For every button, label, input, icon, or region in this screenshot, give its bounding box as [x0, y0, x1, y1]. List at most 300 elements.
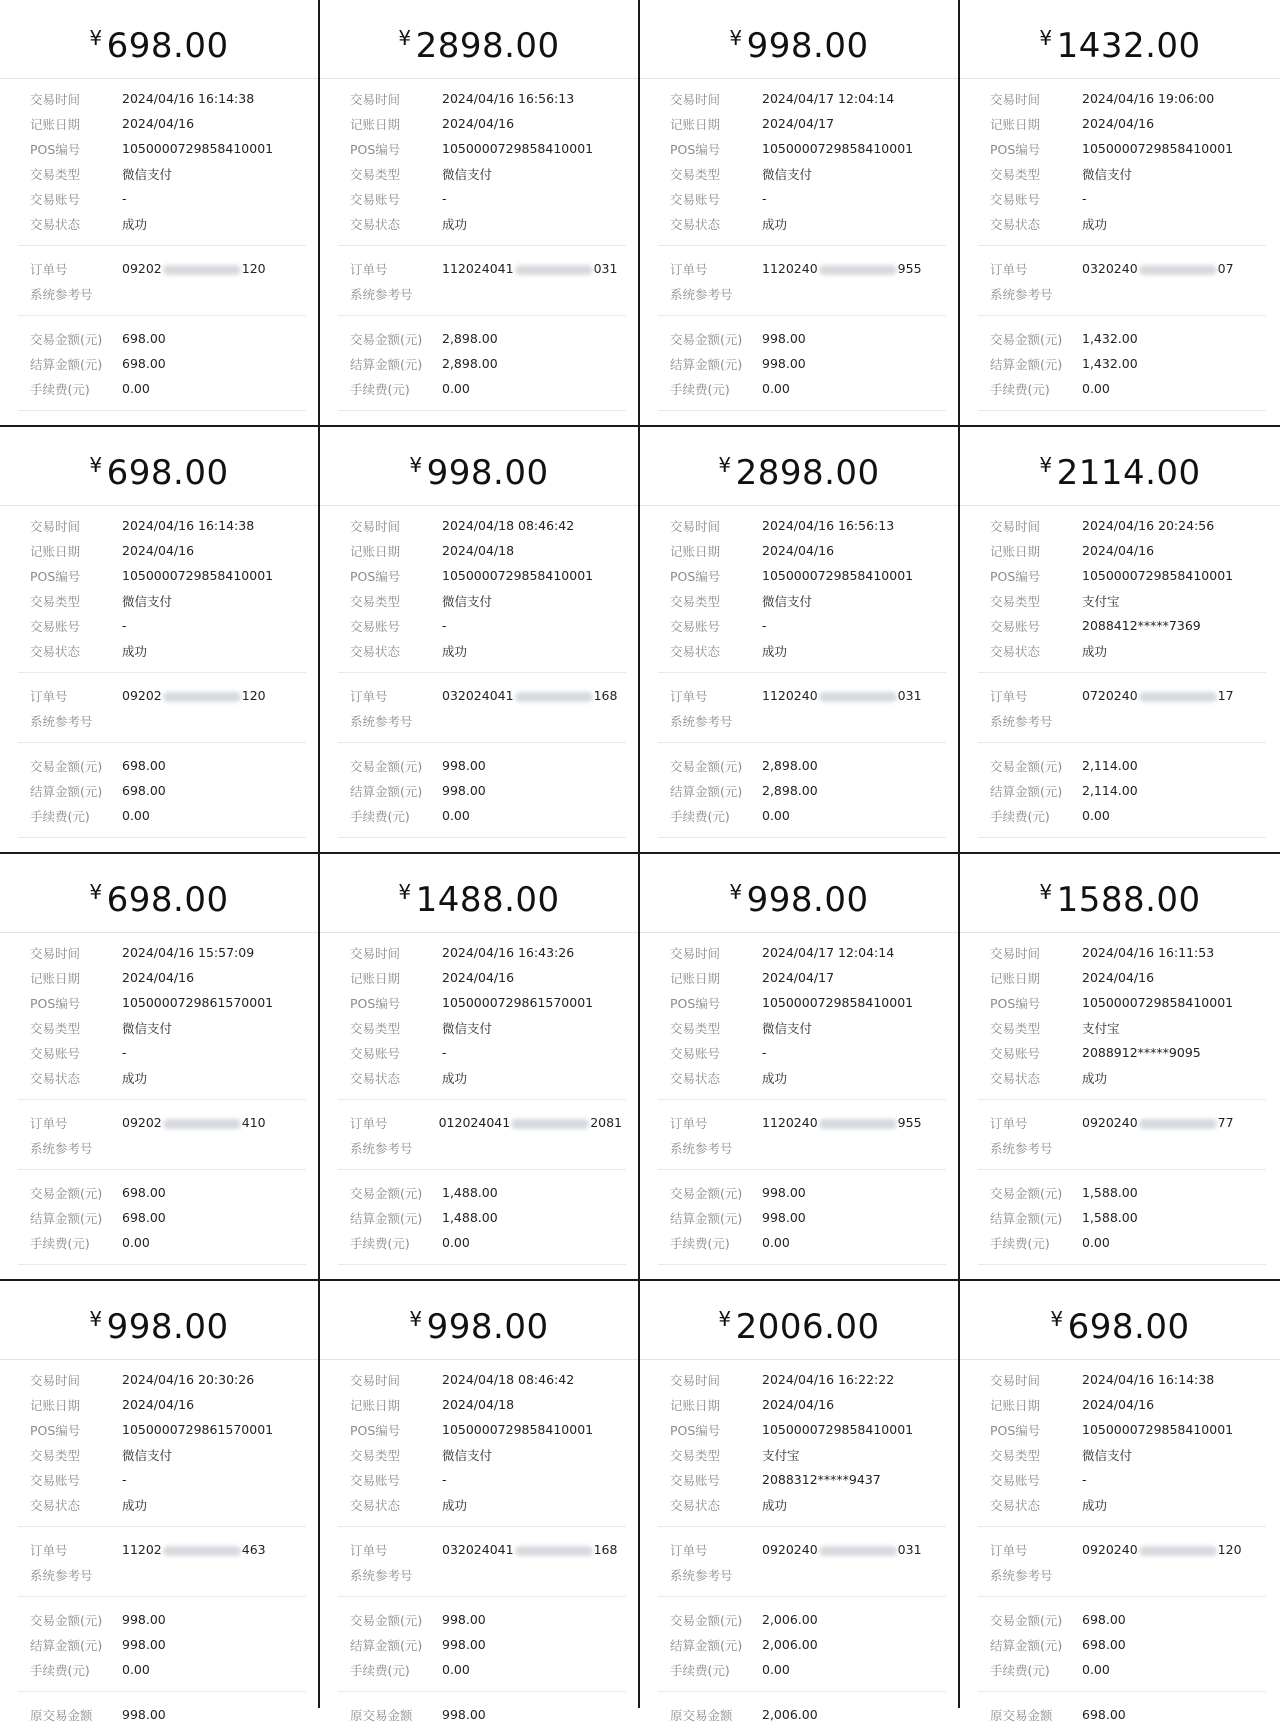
- value-account: -: [122, 618, 127, 633]
- value-status: 成功: [762, 216, 788, 232]
- label-fee: 手续费(元): [30, 1235, 90, 1251]
- value-type: 微信支付: [122, 1020, 173, 1036]
- header-divider: [320, 932, 638, 933]
- label-ref: 系统参考号: [30, 286, 93, 302]
- header-divider: [640, 78, 958, 79]
- row-order: [30, 1110, 302, 1135]
- row-ref: [30, 1562, 302, 1587]
- row-time: [990, 86, 1264, 111]
- value-order: [122, 1542, 266, 1557]
- label-book-date: 记账日期: [350, 116, 401, 132]
- label-fee: 手续费(元): [990, 1662, 1050, 1678]
- row-type: [670, 588, 942, 613]
- row-order: [990, 683, 1264, 708]
- receipt-card-1: [0, 0, 320, 427]
- label-status: 交易状态: [30, 643, 81, 659]
- label-ref: 系统参考号: [30, 1567, 93, 1583]
- section-divider: [978, 1587, 1266, 1597]
- value-type: 微信支付: [762, 593, 813, 609]
- value-account: -: [442, 191, 447, 206]
- row-account: [30, 1467, 302, 1492]
- row-book-date: [990, 111, 1264, 136]
- value-book-date: 2024/04/17: [762, 116, 835, 131]
- value-fee: 0.00: [442, 1662, 470, 1677]
- row-book-date: [30, 1392, 302, 1417]
- receipt-card-11: [640, 854, 960, 1281]
- row-account: [990, 613, 1264, 638]
- redacted-blur: [819, 265, 897, 275]
- order-suffix: 031: [897, 688, 922, 703]
- label-status: 交易状态: [670, 1497, 721, 1513]
- label-ref: 系统参考号: [990, 1140, 1053, 1156]
- label-amount: 交易金额(元): [990, 1612, 1063, 1628]
- amount-value: 698.00: [106, 880, 229, 920]
- row-amount: [30, 1607, 302, 1632]
- row-status: [670, 1065, 942, 1090]
- value-fee: 0.00: [1082, 808, 1110, 823]
- label-status: 交易状态: [350, 1070, 401, 1086]
- header-divider: [640, 932, 958, 933]
- row-ref: [990, 1562, 1264, 1587]
- label-account: 交易账号: [990, 1472, 1041, 1488]
- row-type: [670, 161, 942, 186]
- row-status: [30, 211, 302, 236]
- row-settle: [350, 1205, 622, 1230]
- amount-value: 2006.00: [735, 1307, 880, 1347]
- amount-value: 998.00: [106, 1307, 229, 1347]
- label-type: 交易类型: [350, 1447, 401, 1463]
- row-time: [350, 1367, 622, 1392]
- label-status: 交易状态: [350, 643, 401, 659]
- order-suffix: 17: [1217, 688, 1234, 703]
- label-fee: 手续费(元): [30, 808, 90, 824]
- label-type: 交易类型: [350, 593, 401, 609]
- row-settle: [670, 778, 942, 803]
- label-fee: 手续费(元): [30, 381, 90, 397]
- section-divider: [658, 306, 946, 316]
- label-time: 交易时间: [670, 91, 721, 107]
- row-ref: [990, 708, 1264, 733]
- row-account: [30, 186, 302, 211]
- row-pos: [670, 136, 942, 161]
- value-book-date: 2024/04/16: [762, 1397, 835, 1412]
- label-type: 交易类型: [670, 593, 721, 609]
- row-status: [30, 1065, 302, 1090]
- value-account: 2088312*****9437: [762, 1472, 881, 1487]
- value-orig: 698.00: [1082, 1707, 1126, 1722]
- redacted-blur: [1139, 1119, 1217, 1129]
- label-order: 订单号: [350, 688, 388, 704]
- row-pos: [670, 563, 942, 588]
- row-pos: [670, 1417, 942, 1442]
- value-book-date: 2024/04/16: [122, 1397, 195, 1412]
- value-fee: 0.00: [122, 808, 150, 823]
- row-type: [990, 1442, 1264, 1467]
- redacted-blur: [515, 1546, 593, 1556]
- label-book-date: 记账日期: [670, 970, 721, 986]
- row-amount: [990, 326, 1264, 351]
- label-orig: 原交易金额: [990, 1707, 1053, 1723]
- row-order: [990, 1110, 1264, 1135]
- label-amount: 交易金额(元): [350, 1185, 423, 1201]
- row-time: [670, 940, 942, 965]
- label-account: 交易账号: [670, 1045, 721, 1061]
- detail-rows: [30, 1367, 302, 1727]
- yen-symbol: ¥: [1039, 880, 1053, 904]
- label-amount: 交易金额(元): [30, 1612, 103, 1628]
- row-order: [350, 683, 622, 708]
- value-settle: 2,114.00: [1082, 783, 1138, 798]
- section-divider: [18, 828, 306, 838]
- value-type: 微信支付: [762, 166, 813, 182]
- row-ref: [350, 281, 622, 306]
- value-fee: 0.00: [762, 1662, 790, 1677]
- label-book-date: 记账日期: [990, 970, 1041, 986]
- label-order: 订单号: [990, 1115, 1028, 1131]
- row-settle: [670, 1205, 942, 1230]
- value-status: 成功: [122, 216, 148, 232]
- label-time: 交易时间: [990, 1372, 1041, 1388]
- row-order: [990, 256, 1264, 281]
- detail-rows: [30, 86, 302, 446]
- label-settle: 结算金额(元): [350, 1637, 423, 1653]
- label-amount: 交易金额(元): [30, 1185, 103, 1201]
- row-account: [350, 613, 622, 638]
- value-time: 2024/04/16 15:57:09: [122, 945, 255, 960]
- label-order: 订单号: [350, 1115, 388, 1131]
- label-order: 订单号: [350, 1542, 388, 1558]
- label-status: 交易状态: [350, 1497, 401, 1513]
- receipt-amount: [960, 22, 1280, 70]
- label-pos: POS编号: [30, 1422, 81, 1438]
- label-settle: 结算金额(元): [990, 1210, 1063, 1226]
- value-amount: 2,898.00: [442, 331, 498, 346]
- receipt-card-14: [320, 1281, 640, 1723]
- label-fee: 手续费(元): [350, 381, 410, 397]
- detail-rows: [670, 513, 942, 873]
- value-amount: 998.00: [762, 1185, 806, 1200]
- amount-value: 1488.00: [415, 880, 560, 920]
- section-divider: [18, 733, 306, 743]
- value-time: 2024/04/17 12:04:14: [762, 945, 895, 960]
- redacted-blur: [819, 1119, 897, 1129]
- section-divider: [338, 663, 626, 673]
- row-type: [350, 588, 622, 613]
- value-time: 2024/04/16 16:22:22: [762, 1372, 895, 1387]
- header-divider: [320, 78, 638, 79]
- section-divider: [18, 236, 306, 246]
- receipt-amount: [0, 1303, 318, 1351]
- row-ref: [670, 708, 942, 733]
- label-ref: 系统参考号: [670, 713, 733, 729]
- label-type: 交易类型: [350, 166, 401, 182]
- label-account: 交易账号: [30, 618, 81, 634]
- value-order: [762, 1542, 922, 1557]
- row-fee: [30, 1230, 302, 1255]
- value-orig: 998.00: [122, 1707, 166, 1722]
- section-divider: [658, 1682, 946, 1692]
- amount-value: 2898.00: [735, 453, 880, 493]
- row-type: [990, 161, 1264, 186]
- value-account: -: [122, 1472, 127, 1487]
- row-account: [670, 1040, 942, 1065]
- section-divider: [978, 733, 1266, 743]
- label-pos: POS编号: [670, 995, 721, 1011]
- row-order: [670, 683, 942, 708]
- row-ref: [670, 1562, 942, 1587]
- amount-value: 1588.00: [1056, 880, 1201, 920]
- label-fee: 手续费(元): [670, 1235, 730, 1251]
- row-status: [30, 1492, 302, 1517]
- label-status: 交易状态: [670, 643, 721, 659]
- label-ref: 系统参考号: [350, 1140, 413, 1156]
- row-time: [350, 940, 622, 965]
- row-status: [30, 638, 302, 663]
- detail-rows: [350, 940, 622, 1300]
- row-book-date: [990, 965, 1264, 990]
- value-book-date: 2024/04/16: [442, 970, 515, 985]
- row-account: [350, 1467, 622, 1492]
- row-fee: [670, 1230, 942, 1255]
- label-order: 订单号: [30, 1542, 68, 1558]
- order-suffix: 168: [593, 1542, 618, 1557]
- detail-rows: [350, 86, 622, 446]
- order-prefix: 1120240: [762, 688, 818, 703]
- row-fee: [350, 1657, 622, 1682]
- row-time: [670, 86, 942, 111]
- order-suffix: 07: [1217, 261, 1234, 276]
- section-divider: [658, 1587, 946, 1597]
- label-pos: POS编号: [670, 1422, 721, 1438]
- section-divider: [978, 1160, 1266, 1170]
- order-suffix: 2081: [590, 1115, 622, 1130]
- row-orig: [990, 1702, 1264, 1727]
- label-type: 交易类型: [990, 1020, 1041, 1036]
- value-time: 2024/04/16 19:06:00: [1082, 91, 1215, 106]
- row-status: [990, 211, 1264, 236]
- value-status: 成功: [1082, 216, 1108, 232]
- receipt-card-9: [0, 854, 320, 1281]
- row-time: [670, 1367, 942, 1392]
- yen-symbol: ¥: [89, 880, 103, 904]
- row-amount: [30, 753, 302, 778]
- value-amount: 1,588.00: [1082, 1185, 1138, 1200]
- label-time: 交易时间: [350, 91, 401, 107]
- row-settle: [990, 778, 1264, 803]
- header-divider: [640, 505, 958, 506]
- row-settle: [350, 1632, 622, 1657]
- value-type: 支付宝: [762, 1447, 800, 1463]
- label-pos: POS编号: [990, 141, 1041, 157]
- row-fee: [30, 1657, 302, 1682]
- row-account: [350, 186, 622, 211]
- section-divider: [658, 1255, 946, 1265]
- row-order: [670, 256, 942, 281]
- value-account: -: [762, 1045, 767, 1060]
- value-fee: 0.00: [442, 381, 470, 396]
- detail-rows: [670, 86, 942, 446]
- label-order: 订单号: [30, 1115, 68, 1131]
- receipt-amount: [640, 22, 958, 70]
- value-settle: 998.00: [762, 356, 806, 371]
- label-order: 订单号: [350, 261, 388, 277]
- label-pos: POS编号: [350, 141, 401, 157]
- row-order: [670, 1110, 942, 1135]
- row-book-date: [670, 111, 942, 136]
- section-divider: [338, 401, 626, 411]
- row-fee: [350, 803, 622, 828]
- label-pos: POS编号: [990, 1422, 1041, 1438]
- label-settle: 结算金额(元): [990, 783, 1063, 799]
- yen-symbol: ¥: [729, 26, 743, 50]
- row-orig: [350, 1702, 622, 1727]
- yen-symbol: ¥: [1039, 453, 1053, 477]
- label-status: 交易状态: [670, 216, 721, 232]
- yen-symbol: ¥: [1039, 26, 1053, 50]
- value-status: 成功: [122, 643, 148, 659]
- value-fee: 0.00: [442, 808, 470, 823]
- row-account: [670, 613, 942, 638]
- label-time: 交易时间: [30, 1372, 81, 1388]
- value-book-date: 2024/04/18: [442, 1397, 515, 1412]
- row-pos: [990, 136, 1264, 161]
- label-pos: POS编号: [350, 995, 401, 1011]
- value-book-date: 2024/04/16: [122, 116, 195, 131]
- value-time: 2024/04/18 08:46:42: [442, 518, 575, 533]
- receipt-amount: [640, 876, 958, 924]
- amount-value: 998.00: [746, 880, 869, 920]
- row-settle: [670, 1632, 942, 1657]
- section-divider: [338, 306, 626, 316]
- label-book-date: 记账日期: [30, 116, 81, 132]
- label-orig: 原交易金额: [30, 1707, 93, 1723]
- row-book-date: [350, 538, 622, 563]
- redacted-blur: [515, 265, 593, 275]
- label-amount: 交易金额(元): [990, 1185, 1063, 1201]
- section-divider: [338, 1255, 626, 1265]
- amount-value: 698.00: [106, 453, 229, 493]
- row-fee: [990, 1230, 1264, 1255]
- row-type: [990, 1015, 1264, 1040]
- value-pos: 1050000729858410001: [762, 141, 914, 156]
- receipt-card-3: [640, 0, 960, 427]
- receipt-card-8: [960, 427, 1280, 854]
- receipt-amount: [0, 876, 318, 924]
- receipt-card-2: [320, 0, 640, 427]
- label-time: 交易时间: [990, 945, 1041, 961]
- label-pos: POS编号: [670, 141, 721, 157]
- label-amount: 交易金额(元): [30, 331, 103, 347]
- row-type: [350, 1015, 622, 1040]
- yen-symbol: ¥: [398, 880, 412, 904]
- value-account: -: [442, 1045, 447, 1060]
- label-book-date: 记账日期: [350, 543, 401, 559]
- row-pos: [350, 1417, 622, 1442]
- row-status: [670, 1492, 942, 1517]
- row-ref: [30, 1135, 302, 1160]
- section-divider: [978, 401, 1266, 411]
- value-fee: 0.00: [762, 1235, 790, 1250]
- row-status: [990, 1065, 1264, 1090]
- label-account: 交易账号: [670, 618, 721, 634]
- label-fee: 手续费(元): [670, 808, 730, 824]
- value-settle: 1,432.00: [1082, 356, 1138, 371]
- redacted-blur: [1139, 1546, 1217, 1556]
- section-divider: [658, 828, 946, 838]
- row-time: [350, 86, 622, 111]
- section-divider: [18, 306, 306, 316]
- label-ref: 系统参考号: [670, 286, 733, 302]
- header-divider: [960, 505, 1280, 506]
- section-divider: [18, 663, 306, 673]
- value-order: [442, 1542, 617, 1557]
- label-account: 交易账号: [670, 1472, 721, 1488]
- label-settle: 结算金额(元): [990, 356, 1063, 372]
- value-time: 2024/04/16 20:24:56: [1082, 518, 1215, 533]
- receipt-amount: [960, 1303, 1280, 1351]
- header-divider: [0, 78, 318, 79]
- label-account: 交易账号: [350, 618, 401, 634]
- label-time: 交易时间: [350, 1372, 401, 1388]
- header-divider: [0, 505, 318, 506]
- value-time: 2024/04/17 12:04:14: [762, 91, 895, 106]
- value-pos: 1050000729858410001: [122, 568, 274, 583]
- value-time: 2024/04/16 20:30:26: [122, 1372, 255, 1387]
- row-ref: [350, 1135, 622, 1160]
- value-status: 成功: [762, 1497, 788, 1513]
- section-divider: [658, 1517, 946, 1527]
- row-status: [350, 211, 622, 236]
- redacted-blur: [819, 1546, 897, 1556]
- label-type: 交易类型: [30, 1020, 81, 1036]
- value-amount: 698.00: [122, 331, 166, 346]
- header-divider: [640, 1359, 958, 1360]
- value-type: 微信支付: [122, 166, 173, 182]
- row-order: [30, 683, 302, 708]
- label-time: 交易时间: [30, 945, 81, 961]
- order-prefix: 0920240: [762, 1542, 818, 1557]
- value-book-date: 2024/04/16: [442, 116, 515, 131]
- label-type: 交易类型: [670, 166, 721, 182]
- value-amount: 998.00: [442, 1612, 486, 1627]
- label-amount: 交易金额(元): [350, 1612, 423, 1628]
- label-account: 交易账号: [670, 191, 721, 207]
- value-type: 微信支付: [762, 1020, 813, 1036]
- receipt-card-4: [960, 0, 1280, 427]
- value-time: 2024/04/16 16:14:38: [122, 518, 255, 533]
- receipt-card-7: [640, 427, 960, 854]
- value-status: 成功: [762, 643, 788, 659]
- label-settle: 结算金额(元): [30, 1637, 103, 1653]
- row-ref: [670, 281, 942, 306]
- yen-symbol: ¥: [398, 26, 412, 50]
- row-time: [30, 513, 302, 538]
- section-divider: [338, 733, 626, 743]
- label-account: 交易账号: [990, 191, 1041, 207]
- value-amount: 698.00: [122, 1185, 166, 1200]
- label-account: 交易账号: [350, 1472, 401, 1488]
- label-pos: POS编号: [990, 995, 1041, 1011]
- row-amount: [350, 1180, 622, 1205]
- section-divider: [338, 1682, 626, 1692]
- label-type: 交易类型: [670, 1020, 721, 1036]
- label-status: 交易状态: [990, 216, 1041, 232]
- row-pos: [350, 990, 622, 1015]
- label-time: 交易时间: [990, 91, 1041, 107]
- label-order: 订单号: [670, 1542, 708, 1558]
- label-order: 订单号: [670, 1115, 708, 1131]
- amount-value: 998.00: [426, 1307, 549, 1347]
